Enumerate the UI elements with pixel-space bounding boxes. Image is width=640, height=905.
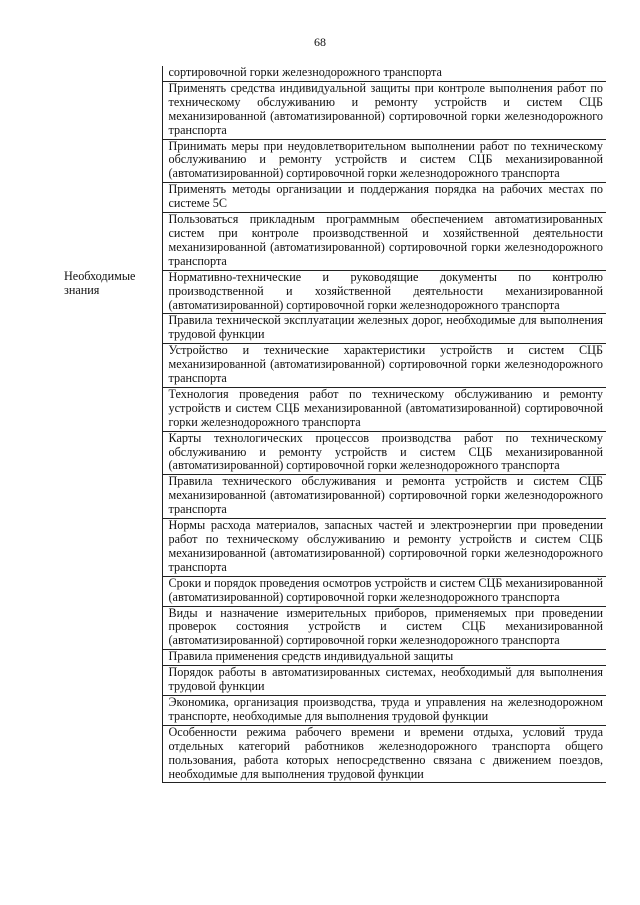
knowledge-item: Правила технической эксплуатации железных дорог, необходимые для выполнения трудовой функции [162, 314, 606, 344]
knowledge-item: Особенности режима рабочего времени и времени отдыха, условий труда отдельных категорий работников железнодорожного транспорта общего пользования, работа которых непосредственно связана с движением поездов, необходимые для выполнения трудовой функции [162, 725, 606, 783]
knowledge-item: Технология проведения работ по техническому обслуживанию и ремонту устройств и систем СЦБ механизированной (автоматизированной) сортировочной горки железнодорожного транспорта [162, 387, 606, 431]
table-row [58, 270, 606, 314]
knowledge-item: Порядок работы в автоматизированных системах, необходимый для выполнения трудовой функции [162, 666, 606, 696]
page-number: 68 [314, 35, 326, 49]
knowledge-item: Правила применения средств индивидуальной защиты [162, 650, 606, 666]
knowledge-item: Карты технологических процессов производства работ по техническому обслуживанию и ремонту устройств и систем СЦБ механизированной (автоматизированной) сортировочной горки железнодорожного транспорта [162, 431, 606, 475]
knowledge-item: Виды и назначение измерительных приборов, применяемых при проведении проверок состояния устройств и систем СЦБ механизированной (автоматизированной) сортировочной горки железнодорожного транспорта [162, 606, 606, 650]
knowledge-label: Необходимые знания [58, 270, 162, 783]
skill-item: Принимать меры при неудовлетворительном выполнении работ по техническому обслуживанию и ремонту устройств и систем СЦБ механизированной (автоматизированной) сортировочной горки железнодорожного транспорта [162, 139, 606, 183]
skill-item: Применять методы организации и поддержания порядка на рабочих местах по системе 5С [162, 183, 606, 213]
knowledge-item: Нормативно-технические и руководящие документы по контролю производственной и хозяйственной деятельности механизированной (автоматизированной) сортировочной горки железнодорожного транспорта [162, 270, 606, 314]
knowledge-item: Экономика, организация производства, труда и управления на железнодорожном транспорте, необходимые для выполнения трудовой функции [162, 695, 606, 725]
skill-item: сортировочной горки железнодорожного транспорта [162, 66, 606, 81]
skill-item: Пользоваться прикладным программным обеспечением автоматизированных систем при контроле производственной и хозяйственной деятельности механизированной (автоматизированной) сортировочной горки железнодорожного транспорта [162, 213, 606, 271]
knowledge-item: Нормы расхода материалов, запасных частей и электроэнергии при проведении работ по техническому обслуживанию и ремонту устройств и систем СЦБ механизированной (автоматизированной) сортировочной горки железнодорожного транспорта [162, 519, 606, 577]
knowledge-item: Сроки и порядок проведения осмотров устройств и систем СЦБ механизированной (автоматизированной) сортировочной горки железнодорожного транспорта [162, 576, 606, 606]
skills-label-cell [58, 66, 162, 270]
knowledge-item: Правила технического обслуживания и ремонта устройств и систем СЦБ механизированной (автоматизированной) сортировочной горки железнодорожного транспорта [162, 475, 606, 519]
knowledge-item: Устройство и технические характеристики устройств и систем СЦБ механизированной (автоматизированной) сортировочной горки железнодорожного транспорта [162, 344, 606, 388]
skill-item: Применять средства индивидуальной защиты при контроле выполнения работ по техническому обслуживанию и ремонту устройств и систем СЦБ механизированной (автоматизированной) сортировочной горки железнодорожного транспорта [162, 81, 606, 139]
labor-function-table [58, 66, 606, 783]
table-row [58, 66, 606, 81]
